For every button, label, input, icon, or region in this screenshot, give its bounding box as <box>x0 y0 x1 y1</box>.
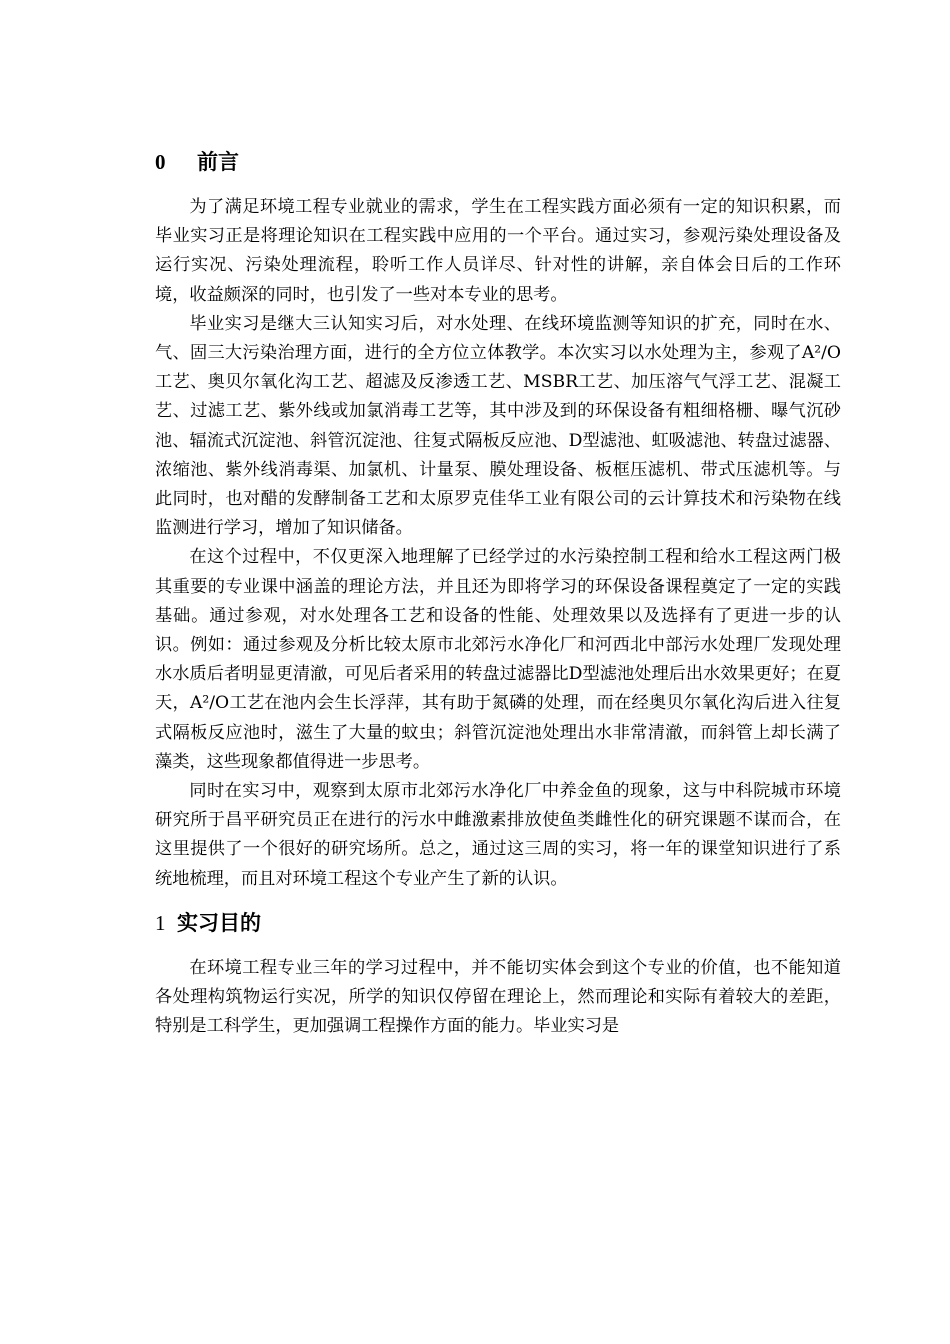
section-number: 0 <box>155 150 166 174</box>
paragraph: 在环境工程专业三年的学习过程中，并不能切实体会到这个专业的价值，也不能知道各处理构筑物运行实况，所学的知识仅停留在理论上，然而理论和实际有着较大的差距，特别是工科学生，更加强调工程操作方面的能力。毕业实习是 <box>155 957 841 1037</box>
paragraph: 在这个过程中，不仅更深入地理解了已经学过的水污染控制工程和给水工程这两门极其重要的专业课中涵盖的理论方法，并且还为即将学习的环保设备课程奠定了一定的实践基础。通过参观，对水处理各工艺和设备的性能、处理效果以及选择有了更进一步的认识。例如：通过参观及分析比较太原市北郊污水净化厂和河西北中部污水处理厂发现处理水水质后者明显更清澈，可见后者采用的转盘过滤器比D型滤池处理后出水效果更好；在夏天，A²/O工艺在池内会生长浮萍，其有助于氮磷的处理，而在经奥贝尔氧化沟后进入往复式隔板反应池时，滋生了大量的蚊虫；斜管沉淀池处理出水非常清澈，而斜管上却长满了藻类，这些现象都值得进一步思考。 <box>155 547 841 772</box>
paragraph: 毕业实习是继大三认知实习后，对水处理、在线环境监测等知识的扩充，同时在水、气、固三大污染治理方面，进行的全方位立体教学。本次实习以水处理为主，参观了A²/O工艺、奥贝尔氧化沟工艺、超滤及反渗透工艺、MSBR工艺、加压溶气气浮工艺、混凝工艺、过滤工艺、紫外线或加氯消毒工艺等，其中涉及到的环保设备有粗细格栅、曝气沉砂池、辐流式沉淀池、斜管沉淀池、往复式隔板反应池、D型滤池、虹吸滤池、转盘过滤器、浓缩池、紫外线消毒渠、加氯机、计量泵、膜处理设备、板框压滤机、带式压滤机等。与此同时，也对醋的发酵制备工艺和太原罗克佳华工业有限公司的云计算技术和污染物在线监测进行学习，增加了知识储备。 <box>155 313 841 539</box>
document-page <box>155 145 841 1041</box>
section-heading-purpose <box>155 906 841 940</box>
section-title: 前言 <box>197 150 239 174</box>
paragraph: 同时在实习中，观察到太原市北郊污水净化厂中养金鱼的现象，这与中科院城市环境研究所于昌平研究员正在进行的污水中雌激素排放使鱼类雌性化的研究课题不谋而合，在这里提供了一个很好的研究场所。总之，通过这三周的实习，将一年的课堂知识进行了系统地梳理，而且对环境工程这个专业产生了新的认识。 <box>155 781 841 889</box>
section-number: 1 <box>155 910 166 935</box>
paragraph: 为了满足环境工程专业就业的需求，学生在工程实践方面必须有一定的知识积累，而毕业实习正是将理论知识在工程实践中应用的一个平台。通过实习，参观污染处理设备及运行实况、污染处理流程，聆听工作人员详尽、针对性的讲解，亲自体会日后的工作环境，收益颇深的同时，也引发了一些对本专业的思考。 <box>155 197 841 305</box>
section-heading-preface <box>155 145 841 179</box>
section-title: 实习目的 <box>177 910 261 935</box>
